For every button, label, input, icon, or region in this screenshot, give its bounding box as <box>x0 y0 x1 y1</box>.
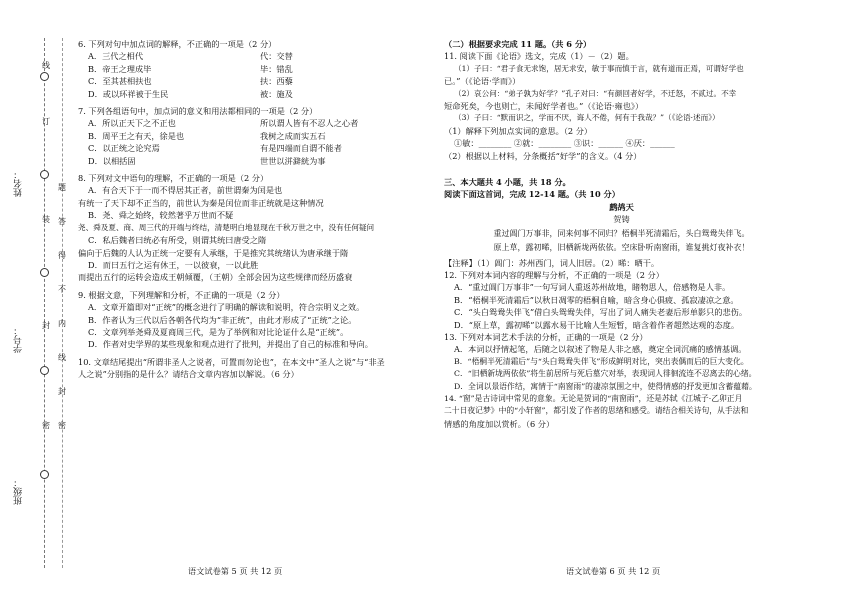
quote-line: 已。”（《论语·学而》） <box>444 76 521 87</box>
seal-char: 不 <box>58 285 66 294</box>
section-3-heading: 三、本大题共 4 小题，共 18 分。 <box>444 177 571 188</box>
poem-note: 【注释】（1）阊门：苏州西门，词人旧居。（2）晞：晒干。 <box>444 257 660 268</box>
question-14: 14. “窗”是古诗词中常见的意象。无论是贺词的“南窗雨”，还是苏轼《江城子·乙卯正月 <box>444 393 743 403</box>
option-line: C．私后魏者曰统必有所受，则谓其统曰唐受之隋 <box>88 235 267 246</box>
option-line: A．文章开篇即对“正统”的概念进行了明确的解读和说明，符合宗明义之效。 <box>88 302 365 313</box>
option-text: 有是四端而自谓不能者 <box>260 143 342 154</box>
option-row <box>78 155 408 167</box>
option-line: B．尧、舜之始终，较然著乎万世而不疑 <box>88 210 234 221</box>
option-text: A．所以正天下之不正也 <box>88 118 176 129</box>
quote-line: （3）子曰：“默而识之，学而不厌，诲人不倦，何有于我哉？”（《论语·述而》） <box>454 113 720 123</box>
option-line: D．而曰五行之运有休王，一以彼衰，一以此胜 <box>88 259 259 270</box>
cut-char: 装 <box>42 215 50 224</box>
option-text: D．以相括固 <box>88 155 136 166</box>
option-row <box>78 142 408 154</box>
name-field: 姓名： <box>14 170 24 197</box>
option-line: 而提出五行的运转会造成王朝倾覆，（王朝）全部会因为这些规律而经历盛衰 <box>78 272 353 283</box>
quote-line: （1）子曰：“君子食无求饱，居无求安，敏于事而慎于言，就有道而正焉，可谓好学也 <box>454 63 744 73</box>
question-10-cont: 人之说”分别指的是什么？请结合文章内容加以解说。（6 分） <box>78 369 299 380</box>
option-line: C．文章列举尧舜及夏商周三代，是为了举例和对比论证什么是“正统”。 <box>88 326 349 337</box>
option-line: B．“梧桐半死清霜后”以秋日凋零的梧桐自喻，暗含身心俱疲、孤寂凄凉之意。 <box>454 294 739 305</box>
option-row <box>78 50 408 62</box>
circle-mark <box>40 470 49 479</box>
quote-line: 短命死矣，今也则亡，未闻好学者也。”（《论语·雍也》） <box>444 101 644 112</box>
question-8: 8. 下列对文中语句的理解，不正确的一项是（2 分） <box>78 173 269 184</box>
option-line: C．“旧栖新垅两依依”将生前居所与死后墓穴对举，表现词人徘徊流连不忍离去的心绪。 <box>454 369 757 379</box>
option-text: B．帝王之理成毕 <box>88 63 152 74</box>
seal-char: 线 <box>58 353 66 362</box>
answer-blanks: ①敏：________ ②就：________ ③识：______ ④厌：______ <box>454 138 675 149</box>
section-3-subheading: 阅读下面这首词，完成 12-14 题。（共 10 分） <box>444 189 620 200</box>
option-text: 所以谓人皆有不忍人之心者 <box>260 118 359 129</box>
cut-char: 密 <box>42 421 50 430</box>
question-13: 13. 下列对本词艺术手法的分析，正确的一项是（2 分） <box>444 331 648 342</box>
class-field: 班级： <box>14 478 24 505</box>
cut-char: 线 <box>42 61 50 70</box>
option-gloss: 毕：错乱 <box>260 63 293 74</box>
cut-char: 封 <box>42 321 50 330</box>
option-line: 有统一了天下却不正当的，前世认为秦是闰位而非正统就是这种情况 <box>78 197 324 208</box>
question-11: 11. 阅读下面《论语》选文，完成（1）－（2）题。 <box>444 51 634 62</box>
sub-question: （2）根据以上材料，分条概括“好学”的含义。（4 分） <box>444 150 642 161</box>
question-14-cont: 二十日夜记梦》中的“小轩窗”，都引发了作者的思绪和感受。请结合相关诗句，从手法和 <box>444 406 749 416</box>
option-line: D．作者对史学界的某些现象和观点进行了批判，并提出了自己的标准和导向。 <box>88 339 373 350</box>
seal-char: 内 <box>58 319 66 328</box>
binding-margin <box>0 0 72 596</box>
option-row <box>78 130 408 142</box>
student-id-field: 学号： <box>14 326 24 353</box>
option-line: B．“梧桐半死清霜后”与“头白鸳鸯失伴飞”形成鲜明对比，突出表偶而后的巨大变化。 <box>454 356 749 366</box>
option-line: A．本词以抒情起笔，后随之以叙述了物是人非之感，奠定全词沉痛的感情基调。 <box>454 344 747 355</box>
circle-mark <box>40 170 49 179</box>
option-row <box>78 88 408 100</box>
option-line: D．“原上草，露初晞”以露水易干比喻人生短暂，暗含着作者超然达观的态度。 <box>454 319 740 330</box>
sub-question: （1）解释下列加点实词的意思。（2 分） <box>444 125 593 136</box>
option-text: 世世以洴澼絖为事 <box>260 155 326 166</box>
option-line: A．“重过阊门万事非”一句写词人重返苏州故地，睹物思人，倍感物是人非。 <box>454 282 731 293</box>
question-6: 6. 下列对句中加点词的解释，不正确的一项是（2 分） <box>78 39 277 49</box>
question-7: 7. 下列各组语句中，加点词的意义和用法都相同的一项是（2 分） <box>78 106 318 117</box>
seal-char: 封 <box>58 387 66 396</box>
circle-mark <box>40 366 49 375</box>
option-text: D．或以环祥被于生民 <box>88 88 169 99</box>
option-line: 尧、舜及夏、商、周三代的开端与终结，清楚明白地显现在千秋万世之中，没有任何疑问 <box>78 222 375 232</box>
option-gloss: 被：施及 <box>260 88 293 99</box>
seal-char: 得 <box>58 251 66 260</box>
option-line: 偏向于后魏的人认为正统一定要有人承继，于是推究其统绪认为唐承继于隋 <box>78 247 349 258</box>
circle-mark <box>40 72 49 81</box>
poem-line: 原上草，露初晞，旧栖新垅两依依。空床卧听南窗雨，谁复挑灯夜补衣！ <box>493 243 750 253</box>
option-text: A．三代之相代 <box>88 51 144 62</box>
option-text: C．至其甚相扶也 <box>88 76 152 87</box>
option-row <box>78 75 408 87</box>
left-page <box>78 38 408 381</box>
option-text: 我树之成而实五石 <box>260 130 326 141</box>
quote-line: （2）哀公问：“弟子孰为好学？”孔子对曰：“有颜回者好学，不迁怒，不贰过。不幸 <box>454 88 737 98</box>
question-10: 10. 文章结尾提出“所谓非圣人之说者，可置而勿论也”，在本文中“圣人之说”与“非圣 <box>78 356 385 367</box>
option-gloss: 代：交替 <box>260 51 293 62</box>
option-text: B．周平王之有天，徐是也 <box>88 130 185 141</box>
question-9: 9. 根据文意，下列理解和分析，不正确的一项是（2 分） <box>78 289 285 300</box>
cut-char: 订 <box>42 117 50 126</box>
option-gloss: 扶：西藜 <box>260 76 293 87</box>
poem-line: 重过阊门万事非，同来何事不同归？梧桐半死清霜后，头白鸳鸯失伴飞。 <box>493 228 750 238</box>
question-12: 12. 下列对本词内容的理解与分析，不正确的一项是（2 分） <box>444 269 664 280</box>
question-14-cont: 情感的角度加以赏析。（6 分） <box>444 418 555 429</box>
option-line: C．“头白鸳鸯失伴飞”借白头鸳鸯失伴，写出了词人痛失老妻后形单影只的悲伤。 <box>454 307 748 318</box>
seal-char: 密 <box>58 421 66 430</box>
option-text: C．以正统之论究焉 <box>88 143 160 154</box>
inner-line <box>62 38 63 568</box>
page-footer-left: 语文试卷第 5 页 共 12 页 <box>188 566 283 576</box>
right-page <box>444 38 799 430</box>
option-row <box>78 117 408 129</box>
seal-char: 答 <box>58 217 66 226</box>
option-row <box>78 63 408 75</box>
poem-title: 鹧鸪天 <box>609 201 634 212</box>
poem-author: 贺铸 <box>613 214 630 225</box>
circle-mark <box>40 268 49 277</box>
option-line: D．全词以景语作结，寓情于“南窗雨”的凄凉氛围之中，使得情感的抒发更加含蓄蕴藉。 <box>454 381 757 391</box>
page-footer-right: 语文试卷第 6 页 共 12 页 <box>566 566 661 576</box>
option-line: A．有合天下于一而不得居其正者，前世谓秦为闰是也 <box>88 185 283 196</box>
section-2-heading: （二）根据要求完成 11 题。（共 6 分） <box>444 39 592 49</box>
option-line: B．作者认为三代以后各朝各代均为“非正统”，由此才形成了“正统”之论。 <box>88 314 357 325</box>
seal-char: 题 <box>58 183 66 192</box>
